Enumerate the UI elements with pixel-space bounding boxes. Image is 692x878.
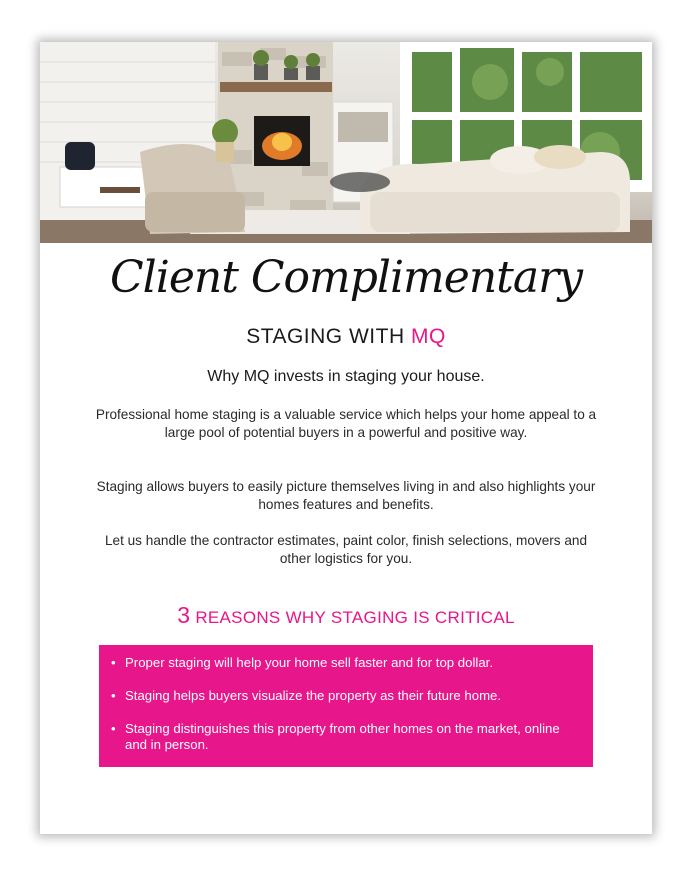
subtitle-main: STAGING WITH: [246, 325, 411, 348]
paragraph-staging-value: Professional home staging is a valuable service which helps your home appeal to a large pool of potential buyers in a powerful and positive way.: [95, 407, 597, 440]
subtitle-accent: MQ: [410, 325, 446, 348]
reasons-heading: [40, 602, 652, 631]
reasons-heading-text: REASONS WHY STAGING IS CRITICAL: [195, 608, 515, 627]
reason-text: Proper staging will help your home sell faster and for top dollar.: [125, 655, 493, 670]
staging-subtitle: [40, 324, 652, 350]
script-title: Client Complimentary: [110, 252, 582, 303]
paragraph-logistics: Let us handle the contractor estimates, paint color, finish selections, movers and other logistics for you.: [104, 533, 588, 566]
reasons-list: [99, 645, 593, 753]
reasons-number: 3: [177, 602, 191, 628]
list-item: [111, 688, 579, 704]
reason-text: Staging helps buyers visualize the property as their future home.: [125, 688, 502, 703]
paragraph-buyer-benefits: Staging allows buyers to easily picture themselves living in and also highlights your homes features and benefits.: [96, 479, 596, 512]
reason-text: Staging distinguishes this property from other homes on the market, online and in person.: [125, 721, 560, 752]
list-item: [111, 721, 579, 753]
why-heading: Why MQ invests in staging your house.: [207, 368, 485, 385]
list-item: [111, 655, 579, 671]
living-room-illustration: [40, 42, 652, 243]
flyer-page: [40, 42, 652, 834]
bullet-icon: •: [111, 721, 116, 736]
bullet-icon: •: [111, 688, 116, 703]
bullet-icon: •: [111, 655, 116, 670]
reasons-box: [99, 645, 593, 767]
living-room-photo: [40, 42, 652, 243]
